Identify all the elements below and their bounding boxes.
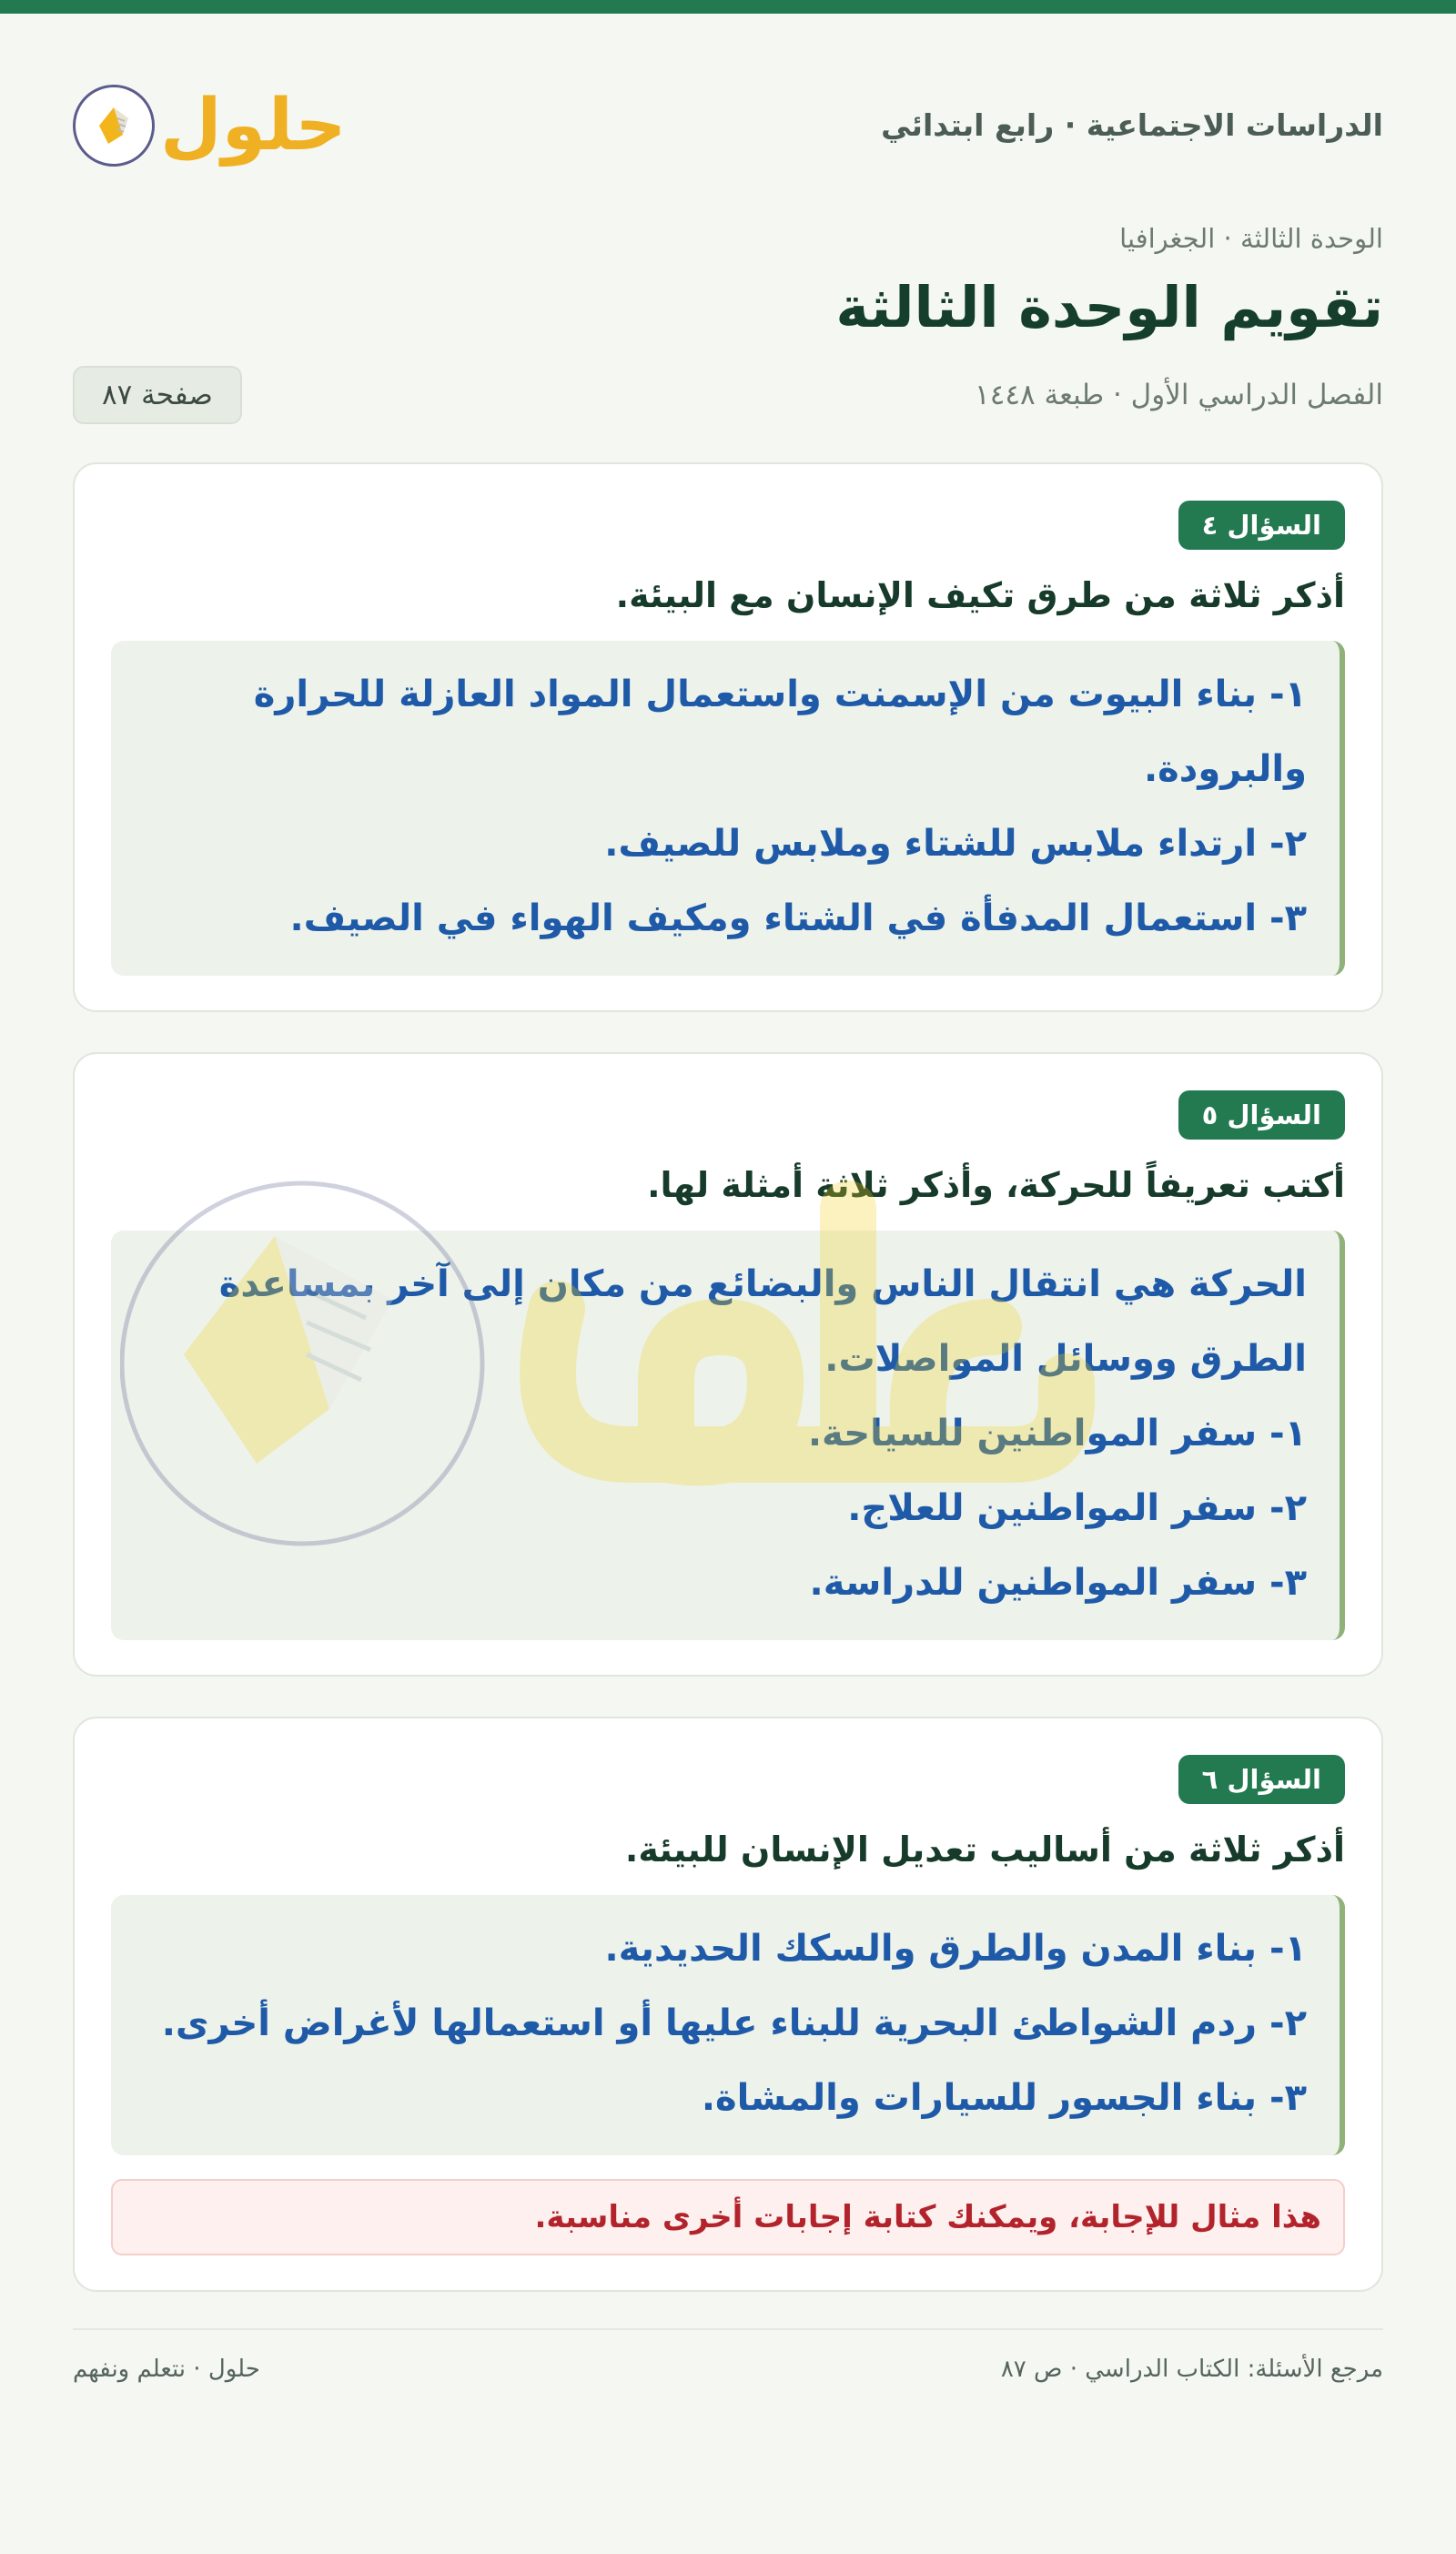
- unit-breadcrumb: الوحدة الثالثة · الجغرافيا: [1119, 223, 1383, 254]
- answer-line: ١- سفر المواطنين للسياحة.: [807, 1412, 1307, 1454]
- footer-reference: مرجع الأسئلة: الكتاب الدراسي · ص ٨٧: [1000, 2355, 1383, 2383]
- answer-box: [111, 1231, 1345, 1640]
- answer-line: ١- بناء البيوت من الإسمنت واستعمال المواد العازلة للحرارة والبرودة.: [253, 673, 1307, 790]
- subject-title: الدراسات الاجتماعية · رابع ابتدائي: [881, 107, 1383, 143]
- book-logo-icon: [73, 85, 155, 167]
- question-text: أذكر ثلاثة من أساليب تعديل الإنسان للبيئة.: [624, 1829, 1345, 1870]
- answer-line: ٢- سفر المواطنين للعلاج.: [847, 1486, 1307, 1529]
- answer-box: [111, 1895, 1345, 2155]
- answer-line: ٢- ردم الشواطئ البحرية للبناء عليها أو استعمالها لأغراض أخرى.: [161, 2002, 1307, 2044]
- footer-brand: حلول · نتعلم ونفهم: [73, 2355, 260, 2383]
- page-footer: [73, 2328, 1383, 2383]
- edition-info: الفصل الدراسي الأول · طبعة ١٤٤٨: [975, 378, 1383, 411]
- page-title: تقويم الوحدة الثالثة: [835, 274, 1383, 340]
- question-text: أكتب تعريفاً للحركة، وأذكر ثلاثة أمثلة لها.: [647, 1164, 1345, 1205]
- answer-line: ١- بناء المدن والطرق والسكك الحديدية.: [604, 1927, 1307, 1970]
- answer-box: [111, 641, 1345, 976]
- question-badge: السؤال ٥: [1178, 1090, 1345, 1140]
- answer-line: ٣- بناء الجسور للسيارات والمشاة.: [701, 2076, 1307, 2119]
- top-accent-bar: [0, 0, 1456, 14]
- logo-text: حلول: [160, 84, 347, 167]
- page-number-badge: صفحة ٨٧: [73, 366, 242, 424]
- answer-note: هذا مثال للإجابة، ويمكنك كتابة إجابات أخرى مناسبة.: [111, 2179, 1345, 2255]
- question-text: أذكر ثلاثة من طرق تكيف الإنسان مع البيئة.: [615, 574, 1345, 615]
- question-card-5: [73, 1052, 1383, 1677]
- answer-line: ٣- استعمال المدفأة في الشتاء ومكيف الهواء في الصيف.: [289, 897, 1307, 939]
- page-header: [73, 14, 1383, 223]
- page-content: [0, 14, 1456, 2383]
- meta-row: [73, 366, 1383, 424]
- hulul-logo[interactable]: [73, 76, 347, 176]
- question-badge: السؤال ٤: [1178, 501, 1345, 550]
- answer-line: الحركة هي انتقال الناس والبضائع من مكان إلى آخر بمساعدة الطرق ووسائل المواصلات.: [218, 1262, 1307, 1380]
- answer-line: ٣- سفر المواطنين للدراسة.: [809, 1561, 1307, 1604]
- question-card-4: [73, 462, 1383, 1012]
- question-badge: السؤال ٦: [1178, 1755, 1345, 1804]
- question-card-6: [73, 1717, 1383, 2292]
- answer-line: ٢- ارتداء ملابس للشتاء وملابس للصيف.: [604, 822, 1307, 865]
